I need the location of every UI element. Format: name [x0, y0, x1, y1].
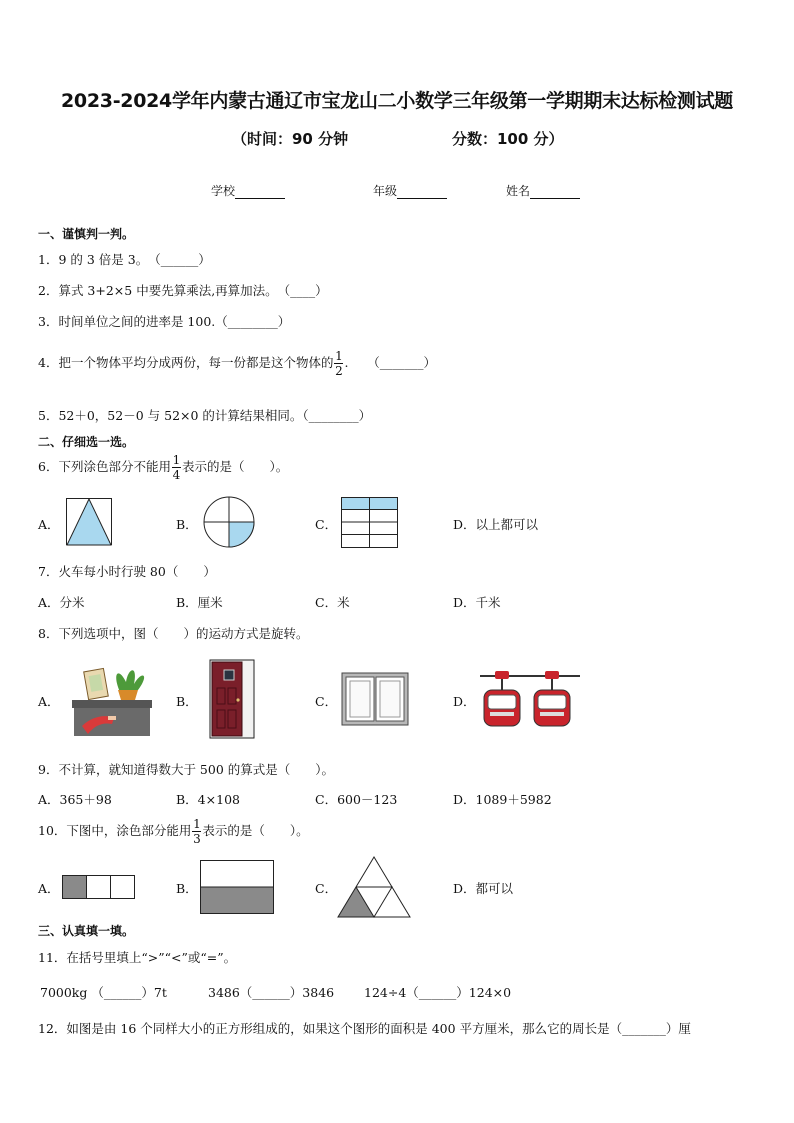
q6-option-a: A． — [38, 517, 60, 532]
question-9: 9．不计算，就知道得数大于 500 的算式是（ ）。 — [38, 762, 335, 777]
question-7: 7．火车每小时行驶 80（ ） — [38, 564, 216, 579]
question-1: 1．9 的 3 倍是 3。 （______） — [38, 252, 211, 267]
window-image — [341, 672, 409, 726]
q9-option-c: C．600－123 — [315, 792, 398, 807]
q6-figure-c — [341, 497, 398, 548]
school-field: 学校 — [211, 182, 285, 199]
drawer-pull-image — [72, 660, 152, 738]
q10-figure-c — [338, 857, 410, 918]
q10-option-c: C． — [315, 881, 338, 896]
q8-option-b: B． — [176, 694, 198, 709]
q8-option-c: C． — [315, 694, 338, 709]
q6-option-c: C． — [315, 517, 338, 532]
q10-option-b: B． — [176, 881, 198, 896]
exam-time: （时间：90 分钟 — [232, 130, 349, 148]
q9-option-d: D．1089＋5982 — [453, 792, 552, 807]
q11-compare-3: 124÷4（______）124×0 — [364, 985, 512, 1000]
exam-score: 分数：100 分） — [452, 130, 564, 148]
question-4: 4．把一个物体平均分成两份，每一份都是这个物体的 $\frac{1}{2}$ . （_______） — [38, 349, 436, 378]
q10-figure-b — [200, 860, 274, 914]
q10-option-d: D．都可以 — [453, 881, 514, 896]
question-3: 3．时间单位之间的进率是 100.（________） — [38, 314, 291, 329]
question-5: 5．52＋0，52－0 与 52×0 的计算结果相同。（________） — [38, 408, 372, 423]
q6-figure-a — [66, 498, 112, 546]
q10-option-a: A． — [38, 881, 60, 896]
question-8: 8．下列选项中，图（ ）的运动方式是旋转。 — [38, 626, 309, 641]
fraction-one-half: $\frac{1}{2}$ — [335, 349, 343, 378]
q11-compare-1: 7000kg （______）7t — [40, 985, 167, 1000]
fraction-one-third: $\frac{1}{3}$ — [193, 817, 201, 846]
q7-option-a: A．分米 — [38, 595, 85, 610]
grade-field: 年级 — [373, 182, 447, 199]
page-title: 2023-2024学年内蒙古通辽市宝龙山二小数学三年级第一学期期末达标检测试题 — [61, 90, 733, 112]
q6-option-d: D．以上都可以 — [453, 517, 539, 532]
fraction-one-quarter: $\frac{1}{4}$ — [172, 453, 181, 482]
q8-option-d: D． — [453, 694, 476, 709]
question-2: 2．算式 3+2×5 中要先算乘法,再算加法。 （____） — [38, 283, 328, 298]
question-12: 12．如图是由 16 个同样大小的正方形组成的，如果这个图形的面积是 400 平方厘米，那么它的周长是（_______）厘 — [38, 1021, 691, 1036]
q9-option-a: A．365＋98 — [38, 792, 112, 807]
question-10: 10．下图中，涂色部分能用 $\frac{1}{3}$ 表示的是（ ）。 — [38, 817, 309, 846]
q8-option-a: A． — [38, 694, 60, 709]
question-6: 6．下列涂色部分不能用 $\frac{1}{4}$ 表示的是（ ）。 — [38, 453, 289, 482]
q7-option-c: C．米 — [315, 595, 350, 610]
q6-option-b: B． — [176, 517, 198, 532]
section-2-title: 二、仔细选一选。 — [38, 435, 135, 449]
q7-option-d: D．千米 — [453, 595, 501, 610]
q7-option-b: B．厘米 — [176, 595, 223, 610]
cable-car-image — [480, 668, 580, 730]
section-3-title: 三、认真填一填。 — [38, 924, 135, 938]
q11-compare-2: 3486（______）3846 — [208, 985, 335, 1000]
door-image — [208, 658, 256, 740]
question-11: 11．在括号里填上“>”“<”或“=”。 — [38, 950, 237, 965]
name-field: 姓名 — [506, 182, 580, 199]
q9-option-b: B．4×108 — [176, 792, 240, 807]
section-1-title: 一、谨慎判一判。 — [38, 227, 135, 241]
q6-figure-b — [203, 496, 255, 548]
q10-figure-a — [62, 875, 135, 899]
